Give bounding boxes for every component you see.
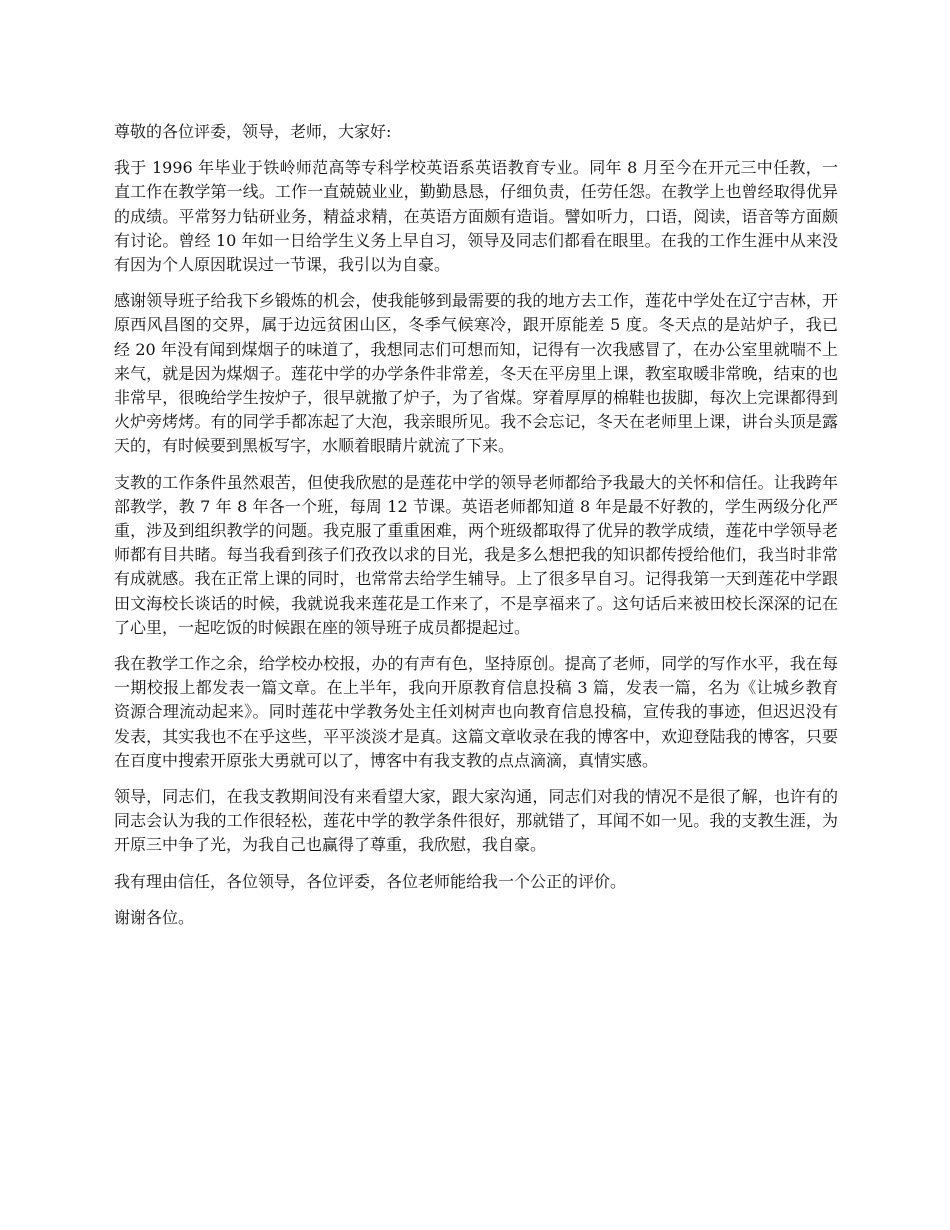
paragraph-1: 我于 1996 年毕业于铁岭师范高等专科学校英语系英语教育专业。同年 8 月至今在开元三中任教，一直工作在教学第一线。工作一直兢兢业业，勤勤恳恳，仔细负责，任劳任怨。在教学上也曾经取得优异的成绩。平常努力钻研业务，精益求精，在英语方面颇有造诣。譬如听力，口语，阅读，语音等方面颇有讨论。曾经 10 年如一日给学生义务上早自习，领导及同志们都看在眼里。在我的工作生涯中从来没有因为个人原因耽误过一节课，我引以为自豪。 xyxy=(114,158,838,275)
paragraph-3: 支教的工作条件虽然艰苦，但使我欣慰的是莲花中学的领导老师都给予我最大的关怀和信任。让我跨年部教学，教 7 年 8 年各一个班，每周 12 节课。英语老师都知道 8 年是最不好教的，学生两级分化严重，涉及到组织教学的问题。我克服了重重困难，两个班级都取得了优异的教学成绩，莲花中学领导老师都有目共睹。每当我看到孩子们孜孜以求的目光，我是多么想把我的知识都传授给他们，我当时非常有成就感。我在正常上课的同时，也常常去给学生辅导。上了很多早自习。记得我第一天到莲花中学跟田文海校长谈话的时候，我就说我来莲花是工作来了，不是享福来了。这句话后来被田校长深深的记在了心里，一起吃饭的时候跟在座的领导班子成员都提起过。 xyxy=(114,472,838,637)
paragraph-5: 领导，同志们，在我支教期间没有来看望大家，跟大家沟通，同志们对我的情况不是很了解，也许有的同志会认为我的工作很轻松，莲花中学的教学条件很好，那就错了，耳闻不如一见。我的支教生涯，为开原三中争了光，为我自己也赢得了尊重，我欣慰，我自豪。 xyxy=(114,787,838,855)
closing: 谢谢各位。 xyxy=(114,907,195,927)
paragraph-4: 我在教学工作之余，给学校办校报，办的有声有色，坚持原创。提高了老师，同学的写作水平，我在每一期校报上都发表一篇文章。在上半年，我向开原教育信息投稿 3 篇，发表一篇，名为《让城乡教育资源合理流动起来》。同时莲花中学教务处主任刘树声也向教育信息投稿，宣传我的事迹，但迟迟没有发表，其实我也不在乎这些，平平淡淡才是真。这篇文章收录在我的博客中，欢迎登陆我的博客，只要在百度中搜索开原张大勇就可以了，博客中有我支教的点点滴滴，真情实感。 xyxy=(114,654,838,770)
greeting: 尊敬的各位评委，领导，老师，大家好: xyxy=(114,122,392,141)
paragraph-6: 我有理由信任，各位领导，各位评委，各位老师能给我一个公正的评价。 xyxy=(114,871,627,891)
document-body xyxy=(114,120,838,942)
paragraph-2: 感谢领导班子给我下乡锻炼的机会，使我能够到最需要的我的地方去工作，莲花中学处在辽宁吉林，开原西风昌图的交界，属于边远贫困山区，冬季气候寒冷，跟开原能差 5 度。冬天点的是站炉子，我已经 20 年没有闻到煤烟子的味道了，我想同志们可想而知，记得有一次我感冒了，在办公室里就喘不上来气，就是因为煤烟子。莲花中学的办学条件非常差，冬天在平房里上课，教室取暖非常晚，结束的也非常早，很晚给学生按炉子，很早就撤了炉子，为了省煤。穿着厚厚的棉鞋也拔脚，每次上完课都得到火炉旁烤烤。有的同学手都冻起了大泡，我亲眼所见。我不会忘记，冬天在老师里上课，讲台头顶是露天的，有时候要到黑板写字，水顺着眼睛片就流了下来。 xyxy=(114,291,838,456)
